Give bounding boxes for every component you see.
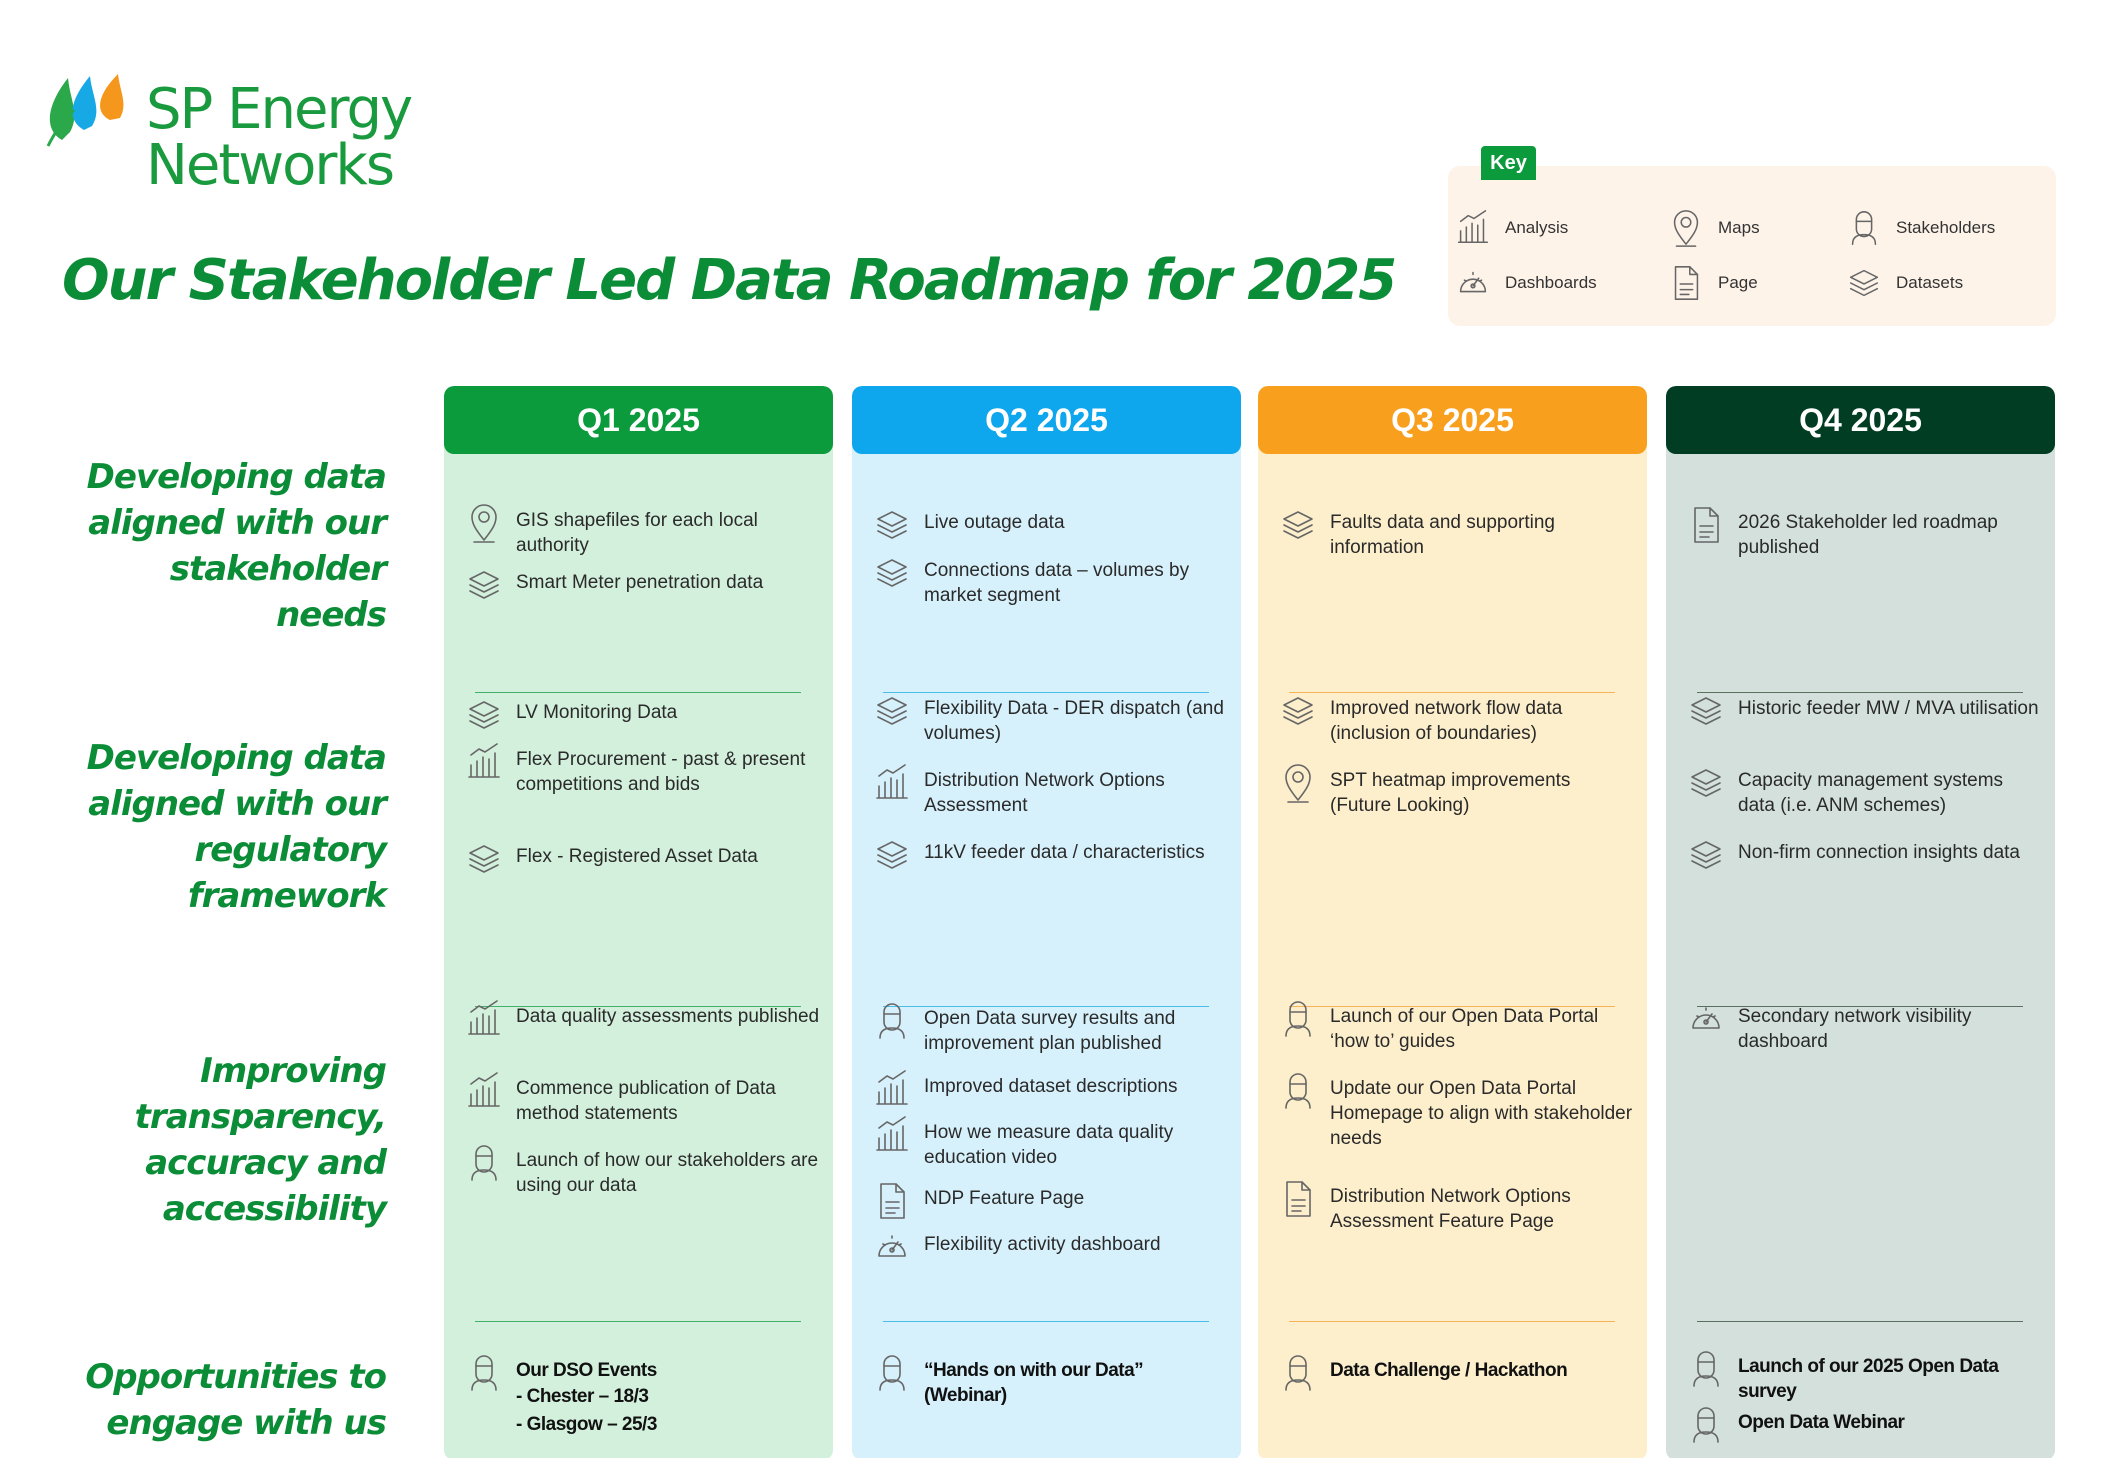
quarter-header: Q2 2025 xyxy=(852,386,1241,454)
roadmap-subitem: - Chester – 18/3 xyxy=(516,1386,649,1407)
key-item-analysis xyxy=(1455,208,1568,248)
section-divider xyxy=(475,692,801,693)
brand-name-line2: Networks xyxy=(146,133,393,198)
analysis-icon xyxy=(874,762,910,804)
stakeholders-icon xyxy=(1688,1348,1724,1390)
datasets-icon xyxy=(466,694,502,736)
roadmap-item xyxy=(466,502,821,558)
roadmap-item xyxy=(466,998,821,1040)
roadmap-item-text: How we measure data quality education video xyxy=(924,1122,1174,1168)
roadmap-item xyxy=(874,552,1229,608)
roadmap-item xyxy=(874,1226,1229,1268)
roadmap-item xyxy=(466,1352,821,1439)
roadmap-item-text: 2026 Stakeholder led roadmap published xyxy=(1738,512,1998,558)
roadmap-item-text: Flexibility Data - DER dispatch (and volumes) xyxy=(924,698,1224,744)
roadmap-item-text: Flex Procurement - past & present competitions and bids xyxy=(516,749,806,795)
row-label-line: Improving xyxy=(200,1051,386,1091)
key-item-label: Page xyxy=(1718,273,1758,292)
row-label-line: aligned with our xyxy=(88,784,386,824)
roadmap-item-text: Distribution Network Options Assessment xyxy=(924,770,1165,816)
datasets-icon xyxy=(1688,834,1724,876)
roadmap-item xyxy=(874,504,1229,546)
roadmap-item-text: Capacity management systems data (i.e. ANM schemes) xyxy=(1738,770,2004,816)
quarter-column-4 xyxy=(1666,386,2055,1458)
analysis-icon xyxy=(466,741,502,783)
analysis-icon xyxy=(874,1068,910,1110)
quarter-column-3 xyxy=(1258,386,1647,1458)
row-label-line: accuracy and xyxy=(145,1143,386,1183)
roadmap-item xyxy=(1688,504,2043,560)
row-label-line: framework xyxy=(187,876,386,916)
quarter-header: Q3 2025 xyxy=(1258,386,1647,454)
roadmap-item-text: SPT heatmap improvements (Future Looking) xyxy=(1330,770,1571,816)
section-divider xyxy=(1289,1321,1615,1322)
key-item-label: Stakeholders xyxy=(1896,218,1996,237)
roadmap-item xyxy=(874,1000,1229,1056)
flame-logo-icon xyxy=(40,70,140,150)
brand-name-line1: SP Energy xyxy=(146,77,412,142)
analysis-icon xyxy=(874,1114,910,1156)
roadmap-item xyxy=(466,694,821,736)
datasets-icon xyxy=(1688,762,1724,804)
key-item-label: Dashboards xyxy=(1505,273,1597,292)
key-item-dashboards xyxy=(1455,263,1597,303)
datasets-icon xyxy=(1688,690,1724,732)
roadmap-item xyxy=(874,690,1229,746)
page-icon xyxy=(1688,504,1724,546)
section-divider xyxy=(883,1321,1209,1322)
key-tag: Key xyxy=(1481,146,1536,180)
analysis-icon xyxy=(466,1070,502,1112)
roadmap-item xyxy=(1280,1352,1635,1394)
roadmap-item xyxy=(1280,762,1635,818)
roadmap-item-text: Flex - Registered Asset Data xyxy=(516,846,758,867)
key-item-label: Analysis xyxy=(1505,218,1569,237)
page-icon xyxy=(1280,1178,1316,1220)
datasets-icon xyxy=(1280,690,1316,732)
roadmap-item-text: Non-firm connection insights data xyxy=(1738,842,2020,863)
roadmap-item-text: Launch of how our stakeholders are using our data xyxy=(516,1150,819,1196)
row-label-3 xyxy=(135,1048,386,1232)
roadmap-item xyxy=(1280,690,1635,746)
roadmap-item-text: Flexibility activity dashboard xyxy=(924,1234,1161,1255)
datasets-icon xyxy=(466,564,502,606)
stakeholders-icon xyxy=(874,1352,910,1394)
key-item-maps xyxy=(1668,208,1760,248)
roadmap-item-text: GIS shapefiles for each local authority xyxy=(516,510,758,556)
stakeholders-icon xyxy=(466,1352,502,1394)
roadmap-item xyxy=(874,1352,1229,1408)
maps-icon xyxy=(466,502,502,544)
stakeholders-icon xyxy=(1688,1404,1724,1446)
roadmap-item-text: Launch of our 2025 Open Data survey xyxy=(1738,1356,1999,1402)
page-icon xyxy=(1668,263,1704,303)
row-label-1 xyxy=(87,454,386,638)
roadmap-item xyxy=(466,838,821,880)
roadmap-item xyxy=(874,1180,1229,1222)
datasets-icon xyxy=(466,838,502,880)
row-label-line: aligned with our xyxy=(88,503,386,543)
maps-icon xyxy=(1280,762,1316,804)
roadmap-item xyxy=(1688,762,2043,818)
section-divider xyxy=(475,1321,801,1322)
roadmap-item xyxy=(466,741,821,797)
key-item-datasets xyxy=(1846,263,1963,303)
roadmap-item xyxy=(874,762,1229,818)
datasets-icon xyxy=(874,552,910,594)
row-label-line: engage with us xyxy=(106,1403,386,1443)
key-item-stakeholders xyxy=(1846,208,1995,248)
analysis-icon xyxy=(1455,208,1491,248)
stakeholders-icon xyxy=(466,1142,502,1184)
roadmap-item xyxy=(466,564,821,606)
stakeholders-icon xyxy=(1280,1352,1316,1394)
datasets-icon xyxy=(874,504,910,546)
roadmap-item-text: NDP Feature Page xyxy=(924,1188,1085,1209)
row-label-line: Developing data xyxy=(86,738,386,778)
roadmap-item-text: Data quality assessments published xyxy=(516,1006,820,1027)
row-label-line: Developing data xyxy=(86,457,386,497)
dashboards-icon xyxy=(1455,263,1491,303)
datasets-icon xyxy=(874,834,910,876)
roadmap-item xyxy=(1688,1348,2043,1404)
roadmap-item-text: Connections data – volumes by market segment xyxy=(924,560,1190,606)
roadmap-item xyxy=(874,1114,1229,1170)
quarter-header: Q1 2025 xyxy=(444,386,833,454)
stakeholders-icon xyxy=(1846,208,1882,248)
roadmap-item-text: Distribution Network Options Assessment Feature Page xyxy=(1330,1186,1571,1232)
roadmap-item xyxy=(1688,998,2043,1054)
roadmap-item xyxy=(1280,1070,1635,1151)
roadmap-item xyxy=(1280,998,1635,1054)
datasets-icon xyxy=(874,690,910,732)
row-label-line: needs xyxy=(276,595,386,635)
row-label-line: regulatory xyxy=(194,830,386,870)
roadmap-item xyxy=(1688,1404,2043,1446)
datasets-icon xyxy=(1280,504,1316,546)
roadmap-item-text: Faults data and supporting information xyxy=(1330,512,1555,558)
row-label-4 xyxy=(85,1354,386,1446)
roadmap-item-text: Open Data Webinar xyxy=(1738,1412,1905,1433)
section-divider xyxy=(1697,1321,2023,1322)
quarter-column-1 xyxy=(444,386,833,1458)
roadmap-item-text: Smart Meter penetration data xyxy=(516,572,764,593)
roadmap-item-text: Open Data survey results and improvement plan published xyxy=(924,1008,1176,1054)
dashboards-icon xyxy=(874,1226,910,1268)
stakeholders-icon xyxy=(1280,998,1316,1040)
stakeholders-icon xyxy=(1280,1070,1316,1112)
quarter-header: Q4 2025 xyxy=(1666,386,2055,454)
roadmap-item xyxy=(1688,834,2043,876)
key-item-label: Datasets xyxy=(1896,273,1964,292)
roadmap-item xyxy=(1280,1178,1635,1234)
key-item-label: Maps xyxy=(1718,218,1760,237)
roadmap-item-text: Historic feeder MW / MVA utilisation xyxy=(1738,698,2039,719)
dashboards-icon xyxy=(1688,998,1724,1040)
roadmap-item-text: Update our Open Data Portal Homepage to align with stakeholder needs xyxy=(1330,1078,1633,1149)
roadmap-item xyxy=(466,1070,821,1126)
maps-icon xyxy=(1668,208,1704,248)
page-icon xyxy=(874,1180,910,1222)
roadmap-item-text: Secondary network visibility dashboard xyxy=(1738,1006,1972,1052)
roadmap-item-text: Our DSO Events - Chester – 18/3 - Glasgow – 25/3 xyxy=(516,1358,657,1439)
roadmap-item-text: Launch of our Open Data Portal ‘how to’ guides xyxy=(1330,1006,1599,1052)
roadmap-item-text: 11kV feeder data / characteristics xyxy=(924,842,1205,863)
roadmap-item-text: LV Monitoring Data xyxy=(516,702,678,723)
roadmap-item xyxy=(874,1068,1229,1110)
row-label-line: Opportunities to xyxy=(85,1357,386,1397)
roadmap-item-text: “Hands on with our Data” (Webinar) xyxy=(924,1360,1144,1406)
roadmap-item xyxy=(1688,690,2043,732)
row-label-2 xyxy=(87,735,386,919)
stakeholders-icon xyxy=(874,1000,910,1042)
analysis-icon xyxy=(466,998,502,1040)
roadmap-item-text: Improved network flow data (inclusion of boundaries) xyxy=(1330,698,1563,744)
row-label-line: transparency, xyxy=(134,1097,386,1137)
roadmap-item-text: Live outage data xyxy=(924,512,1065,533)
page-title: Our Stakeholder Led Data Roadmap for 2025 xyxy=(62,248,1396,313)
roadmap-subitem: - Glasgow – 25/3 xyxy=(516,1414,657,1435)
row-label-line: accessibility xyxy=(162,1189,386,1229)
datasets-icon xyxy=(1846,263,1882,303)
brand-logo xyxy=(40,70,440,200)
key-item-page xyxy=(1668,263,1758,303)
roadmap-item-text: Data Challenge / Hackathon xyxy=(1330,1360,1568,1381)
roadmap-item-text: Improved dataset descriptions xyxy=(924,1076,1178,1097)
row-label-line: stakeholder xyxy=(169,549,386,589)
roadmap-item-text: Commence publication of Data method statements xyxy=(516,1078,776,1124)
roadmap-item xyxy=(1280,504,1635,560)
quarter-column-2 xyxy=(852,386,1241,1458)
roadmap-item xyxy=(466,1142,821,1198)
roadmap-item xyxy=(874,834,1229,876)
